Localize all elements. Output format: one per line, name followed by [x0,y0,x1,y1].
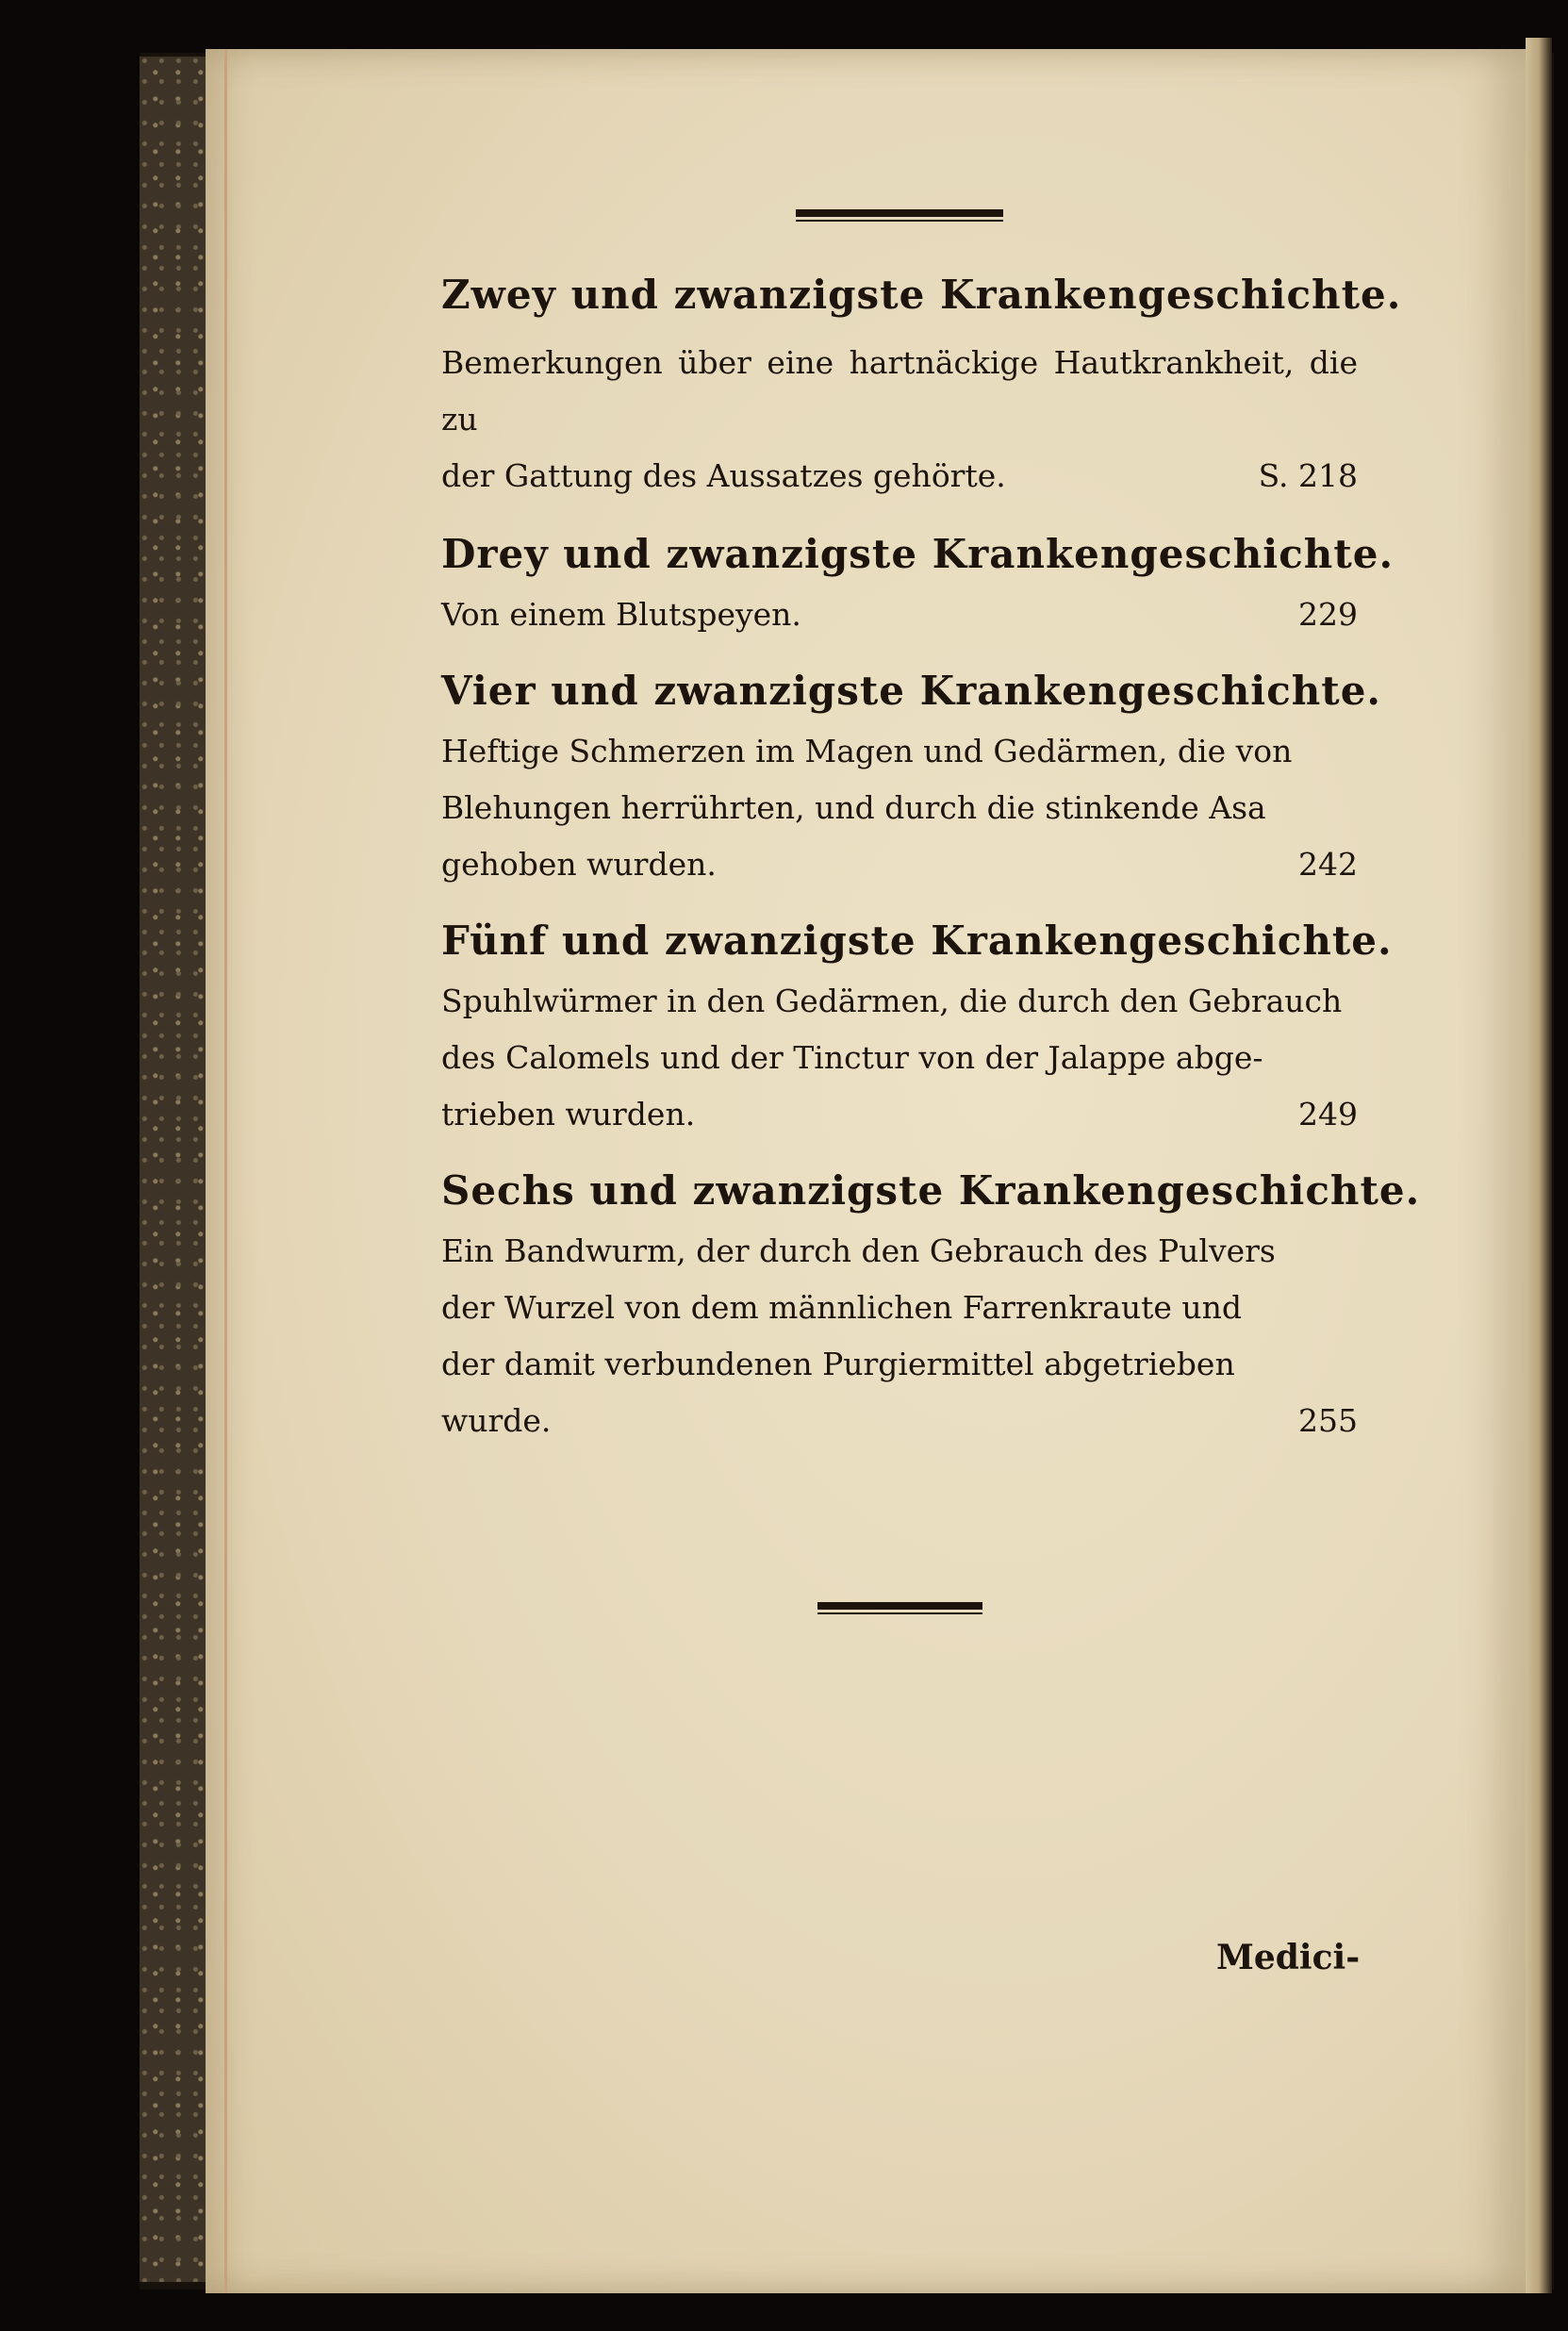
entry-line: gehoben wurden. [441,846,717,883]
entry-line: Ein Bandwurm, der durch den Gebrauch des Pulvers [441,1232,1276,1269]
toc-entry-24 [441,723,1358,893]
page-number: 242 [1298,846,1358,883]
entry-line: Blehungen herrührten, und durch die stinkende Asa [441,789,1266,826]
section-heading-22: Zwey und zwanzigste Krankengeschichte. [441,272,1402,318]
entry-line: Von einem Blutspeyen. [441,596,801,633]
entry-line: wurde. [441,1402,552,1439]
entry-line: der Gattung des Aussatzes gehörte. [441,457,1006,494]
page-fore-edge [1526,38,1552,2293]
page-number: S. 218 [1258,457,1358,494]
section-heading-26: Sechs und zwanzigste Krankengeschichte. [441,1167,1421,1214]
entry-line: Spuhlwürmer in den Gedärmen, die durch den Gebrauch [441,983,1343,1019]
top-decorative-rule [796,207,1003,224]
entry-line: der damit verbundenen Purgiermittel abgetrieben [441,1346,1235,1382]
entry-line: des Calomels und der Tinctur von der Jalappe abge- [441,1039,1263,1076]
toc-entry-26 [441,1223,1358,1449]
table-of-contents [441,207,1421,1617]
toc-entry-22 [441,335,1358,504]
section-heading-23: Drey und zwanzigste Krankengeschichte. [441,531,1395,577]
entry-line: trieben wurden. [441,1096,696,1132]
page-number: 255 [1298,1402,1358,1439]
toc-entry-25 [441,973,1358,1143]
page-number: 229 [1298,596,1358,633]
section-heading-25: Fünf und zwanzigste Krankengeschichte. [441,918,1393,964]
entry-line: der Wurzel von dem männlichen Farrenkraute und [441,1289,1243,1326]
catchword: Medici- [1216,1938,1361,1977]
page-number: 249 [1298,1096,1358,1132]
page-gutter-line [224,49,227,2293]
entry-line: Bemerkungen über eine hartnäckige Hautkrankheit, die zu [441,344,1358,438]
toc-entry-23 [441,587,1358,643]
entry-line: Heftige Schmerzen im Magen und Gedärmen, die von [441,733,1293,769]
section-heading-24: Vier und zwanzigste Krankengeschichte. [441,668,1382,714]
bottom-decorative-rule [817,1600,982,1617]
